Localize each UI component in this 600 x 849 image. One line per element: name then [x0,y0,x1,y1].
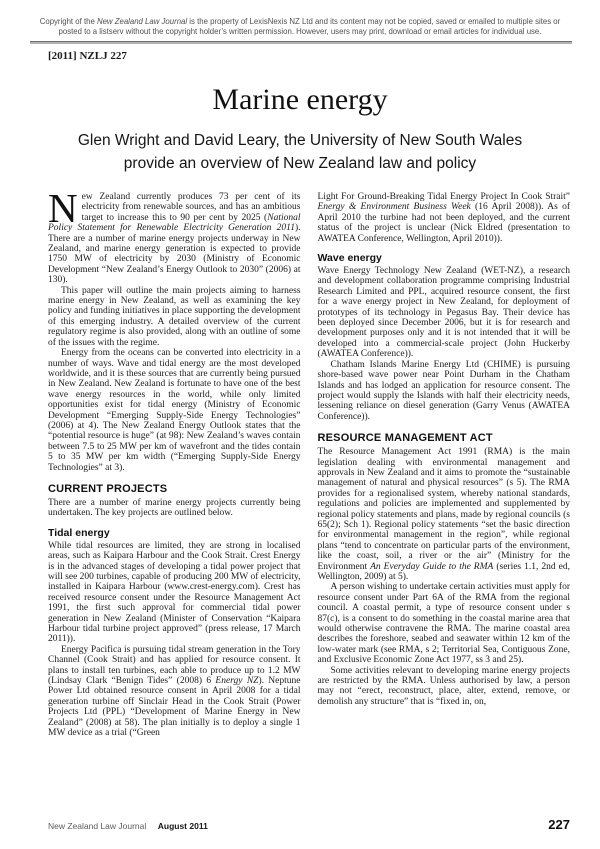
journal-name: New Zealand Law Journal [48,821,147,831]
text-run: This paper will outline the main projects aiming to harness marine energy in New Zealand, as well as examining the key policy and funding initiatives in place supporting the development of this emerging industry. A detailed overview of the current regulatory regime is also provided, along with an outline of some of the issues with the regime. [48,285,301,348]
article-paragraph [318,192,571,244]
article-title: Marine energy [212,83,388,116]
text-run: Energy from the oceans can be converted into electricity in a number of ways. Wave and tidal energy are the most developed worldwide, and it is these sources that are currently being pursued in New Zealand. New Zealand is fortunate to have one of the best wave energy resources in the world, while only limited opportunities exist for tidal energy (Ministry of Economic Development “Emerging Supply-Side Energy Technologies” (2006) at 4). The New Zealand Energy Outlook states that the “potential resource is huge” (at 98): New Zealand’s waves contain between 7.5 to 25 MW per km of wavefront and the tides contain 5 to 35 MW per km width (“Emerging Supply-Side Energy Technologies” at 3). [48,348,301,473]
copyright-notice [38,17,562,37]
citation: [2011] NZLJ 227 [48,50,127,62]
text-run: ). Neptune Power Ltd obtained resource consent in April 2008 for a tidal generation turbine off Sinclair Head in the Cook Strait (Power Projects Ltd (PPL) “Development of Marine Energy in New Zealand” (2008) at 58). The plan initially is to deploy a single 1 MW device as a trial (“Green [48,676,301,739]
article-paragraph [48,348,301,473]
text-run: National Policy Statement for Renewable Electricity Generation 2011 [48,212,301,234]
article-body [48,185,571,739]
text-run: Light For Ground-Breaking Tidal Energy Project In Cook Strait” [317,192,570,202]
text-run: Energy NZ [215,676,259,687]
article-paragraph [318,266,571,360]
text-run: Chatham Islands Marine Energy Ltd (CHIME) is pursuing shore-based wave power near Point Durham in the Chatham Islands and has lodged an application for resource consent. The project would supply the Islands with half their electricity needs, lessening reliance on diesel generation (Garry Venus (AWATEA Conference)). [317,359,570,422]
page-footer [48,816,570,834]
section-heading: RESOURCE MANAGEMENT ACT [317,432,493,445]
page-number: 227 [548,817,570,832]
text-run: Wave Energy Technology New Zealand (WET-NZ), a research and development collaboration programme comprising Industrial Research Limited and PPL, acquired resource consent, the first for a wave energy project in New Zealand, for deployment of prototypes of its technology in Pegasus Bay. Their device has been deployed since December 2006, but it is for research and development purposes only and it is not intended that it will be developed into a commercial-scale project (John Huckerby (AWATEA Conference)). [317,266,570,360]
section-heading: CURRENT PROJECTS [48,482,168,495]
text-run: Copyright of the [39,17,97,26]
text-run: (16 April 2008)). As of April 2010 the turbine had not been deployed, and the current status of the project is unclear (Nick Eldred (presentation to AWATEA Conference, Wellington, April 2010)). [317,202,570,244]
text-run: A person wishing to undertake certain activities must apply for resource consent under Part 6A of the RMA from the regional council. A coastal permit, a type of resource consent under s 87(c), is a consent to do something in the coastal marine area that would otherwise contravene the RMA. The marine coastal area describes the foreshore, seabed and seawater within 12 km of the low-water mark (see RMA, s 2; Territorial Sea, Contiguous Zone, and Exclusive Economic Zone Act 1977, ss 3 and 25). [317,582,570,666]
left-column [48,185,301,739]
article-paragraph [48,286,301,348]
article-paragraph [48,541,301,645]
header-divider [30,41,572,44]
text-run: The Resource Management Act 1991 (RMA) is the main legislation dealing with environmental management and approvals in New Zealand and it aims to promote the “sustainable management of natural and physical resources” (s 5). The RMA provides for a regionalised system, whereby national standards, regulations and policies are implemented and supplemented by regional policy statements and plans, made by regional councils (s 65(2); Sch 1). Regional policy statements “set the basic direction for environmental management in the region”, while regional plans “tend to concentrate on particular parts of the environment, like the coast, soil, a river or the air” (Ministry for the Environment [317,447,570,572]
text-run: ew Zealand currently produces 73 per cent of its electricity from renewable sources, and has an ambitious target to increase this to 90 per cent by 2025 ( [81,192,301,223]
article-paragraph [48,645,301,739]
text-run: There are a number of marine energy projects currently being undertaken. The key projects are outlined below. [48,497,301,519]
article-paragraph [48,185,301,286]
issue-date: August 2011 [157,821,208,831]
text-run: An Everyday Guide to the RMA [370,561,494,572]
text-run: New Zealand Law Journal [96,17,188,26]
text-run: Energy & Environment Business Week [317,202,471,213]
right-column [318,192,571,739]
text-run: Energy Pacifica is pursuing tidal stream generation in the Tory Channel (Cook Strait) and has applied for resource consent. It plans to install ten turbines, each able to produce up to 1.2 MW (Lindsay Clark “Benign Tides” (2008) 6 [48,644,301,687]
article-paragraph [48,498,301,519]
article-paragraph [318,666,571,708]
text-run: Some activities relevant to developing marine energy projects are restricted by the RMA. Unless authorised by law, a person may not “erect, reconstruct, place, alter, extend, remove, or demolish any structure” that is “fixed in, on, [317,665,570,707]
article-byline: Glen Wright and David Leary, the University of New South Wales provide an overview of New Zealand law and policy [77,132,523,172]
text-run: ). There are a number of marine energy projects underway in New Zealand, and marine energy generation is expected to provide 1750 MW of electricity by 2030 (Ministry of Economic Development “New Zealand’s Energy Outlook to 2030” (2006) at 130). [48,223,301,286]
text-run: is the property of LexisNexis NZ Ltd and its content may not be copied, saved or emailed to multiple sites or posted to a listserv without the copyright holder’s written permission. However, users may print, download or email articles for individual use. [58,17,561,36]
article-paragraph [318,582,571,665]
subsection-heading: Tidal energy [48,526,110,539]
subsection-heading: Wave energy [317,252,382,265]
article-paragraph [318,447,571,582]
footer-left [48,816,208,834]
text-run: While tidal resources are limited, they are strong in localised areas, such as Kaipara Harbour and the Cook Strait. Crest Energy is in the advanced stages of developing a tidal power project that will see 200 turbines, capable of producing 200 MW of electricity, installed in Kaipara Harbour (www.crest-energy.com). Crest has received resource consent under the Resource Management Act 1991, the first such approval for commercial tidal power generation in New Zealand (Minister of Conservation “Kaipara Harbour tidal turbine project approved” (press release, 17 March 2011)). [48,540,301,645]
article-paragraph [318,360,571,422]
text-run: (series 1.1, 2nd ed, Wellington, 2009) at 5). [317,561,571,582]
dropcap: N [48,185,78,231]
